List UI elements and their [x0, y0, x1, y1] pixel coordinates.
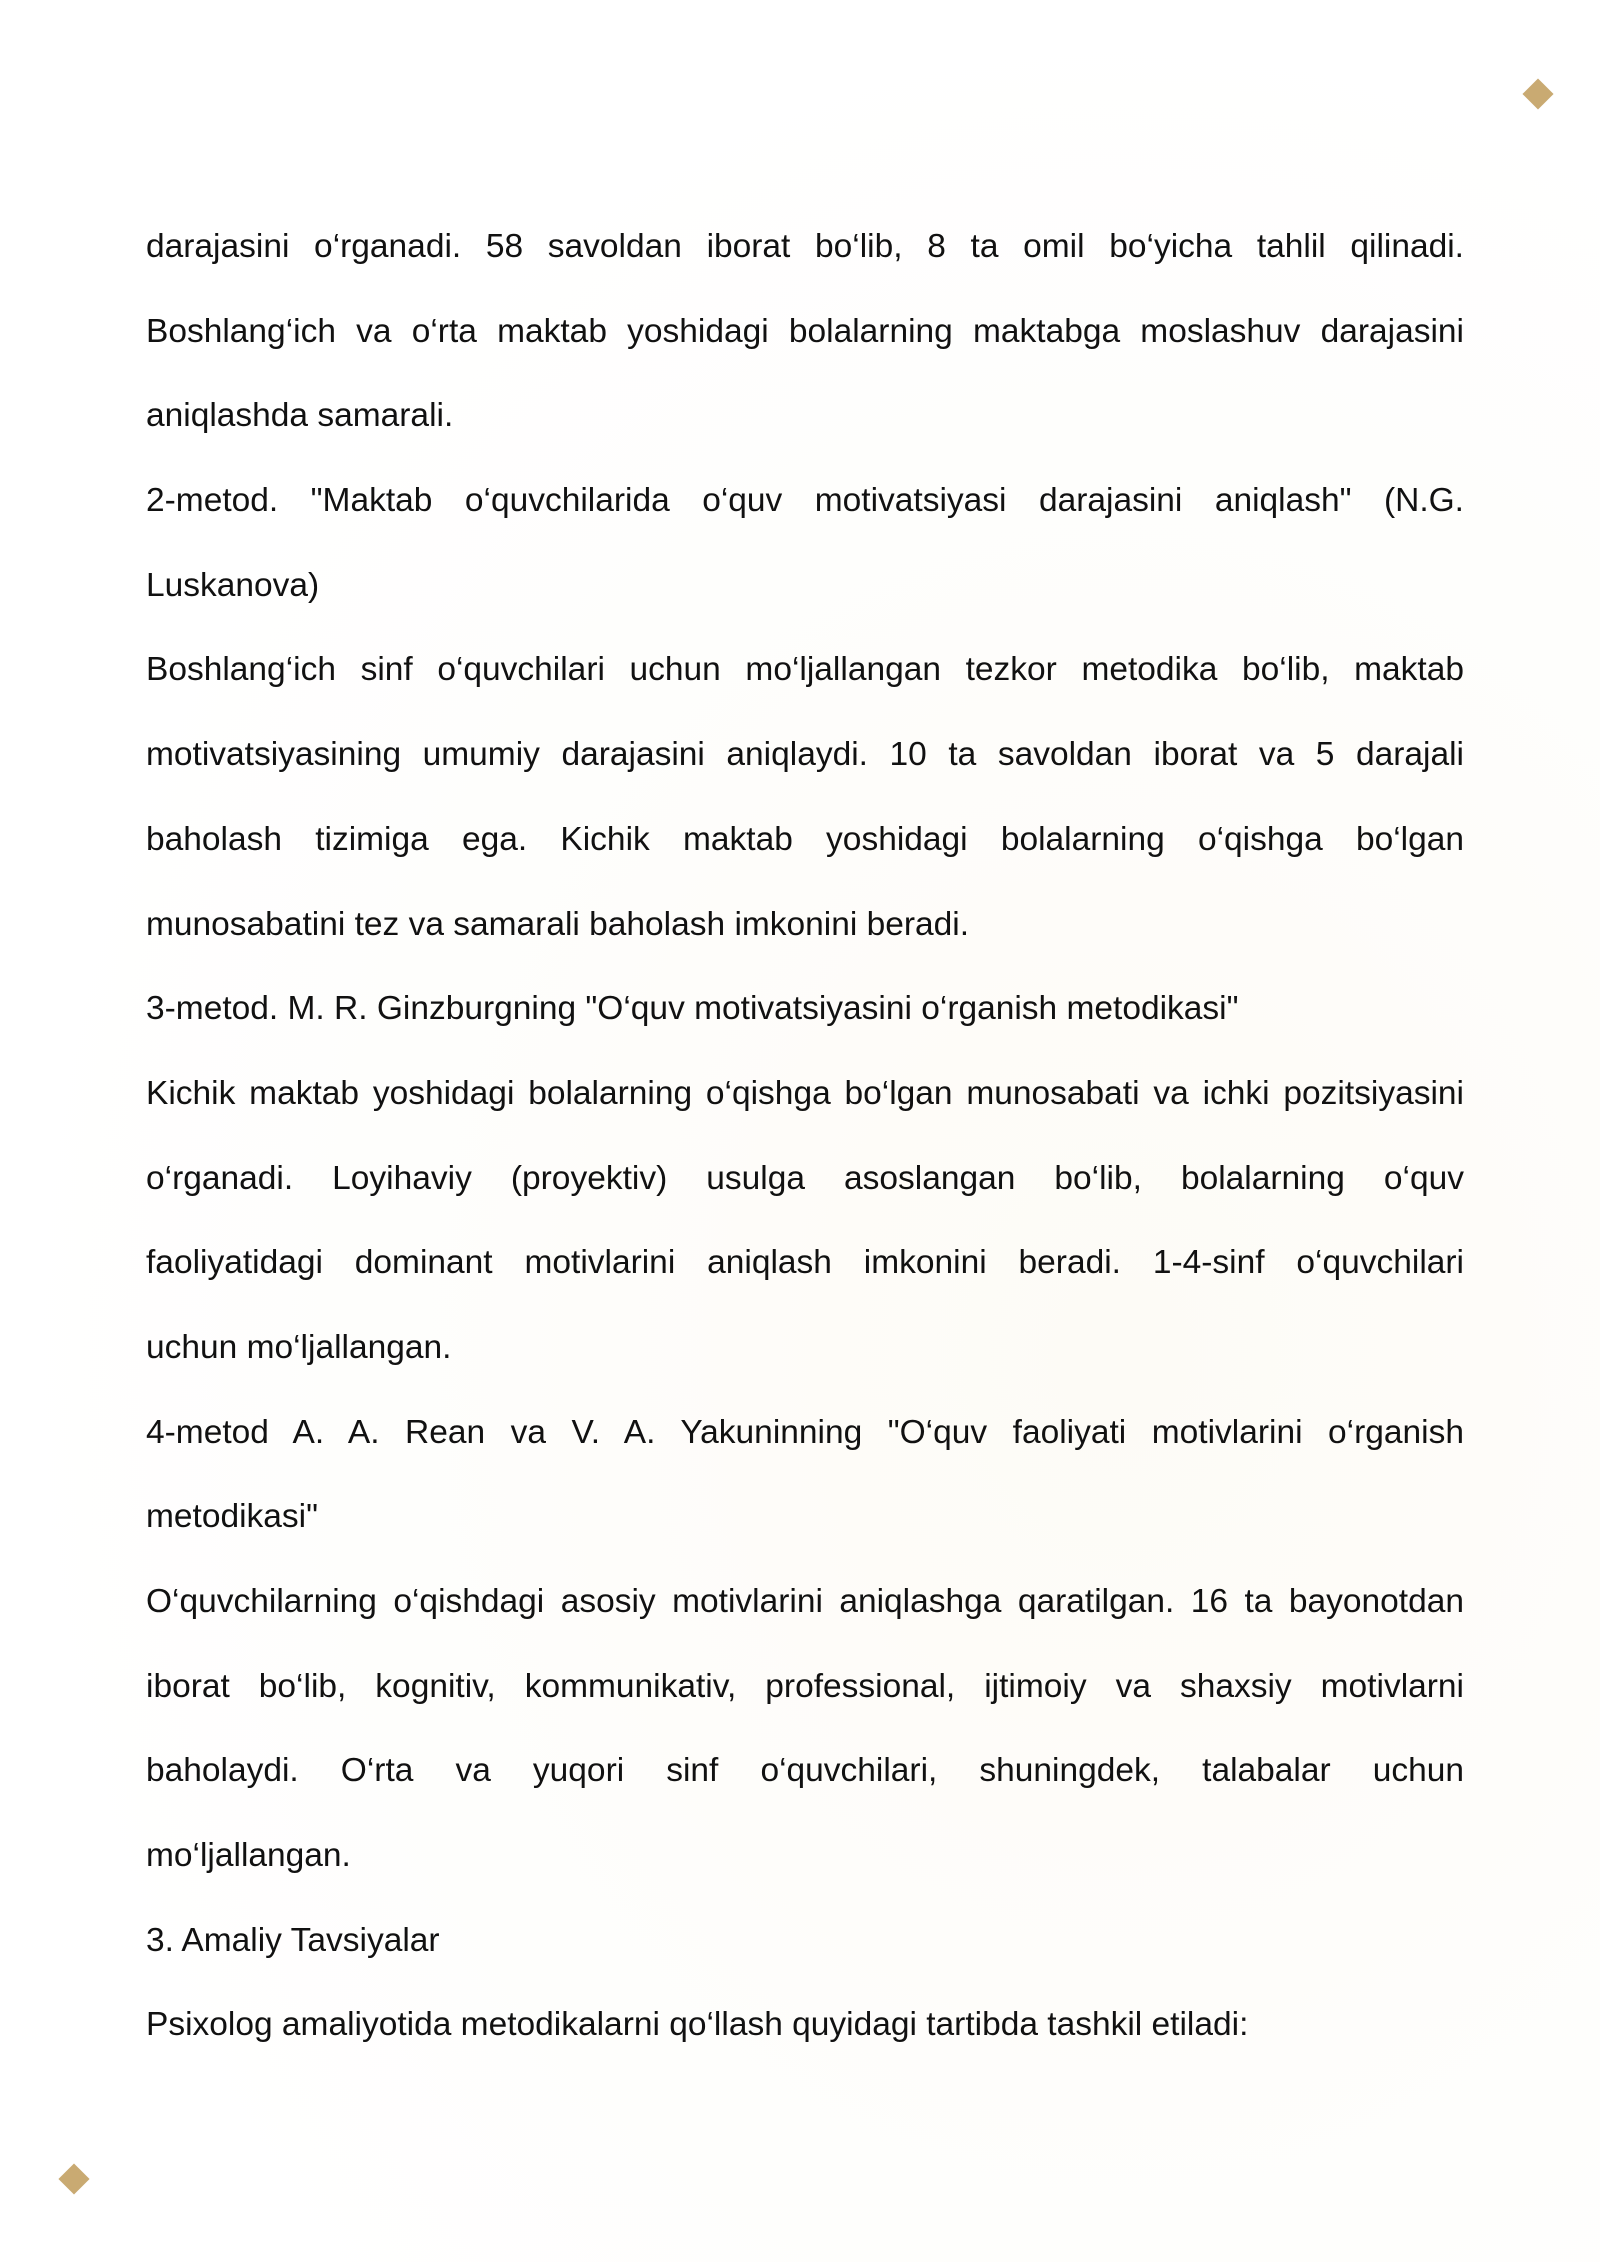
text-line: Luskanova)	[146, 566, 320, 604]
text-line: motivatsiyasining umumiy darajasini aniqlaydi. 10 ta savoldan iborat va 5 darajali	[146, 736, 1464, 774]
text-line: baholash tizimiga ega. Kichik maktab yoshidagi bolalarning o‘qishga bo‘lgan	[146, 820, 1464, 858]
text-line: Kichik maktab yoshidagi bolalarning o‘qishga bo‘lgan munosabati va ichki pozitsiyasini	[146, 1074, 1464, 1112]
text-line: 3. Amaliy Tavsiyalar	[146, 1921, 440, 1959]
text-line: uchun mo‘ljallangan.	[146, 1328, 452, 1366]
text-line: 2-metod. "Maktab o‘quvchilarida o‘quv motivatsiyasi darajasini aniqlash" (N.G.	[146, 482, 1464, 520]
text-line: 4-metod A. A. Rean va V. A. Yakuninning "O‘quv faoliyati motivlarini o‘rganish	[146, 1413, 1464, 1451]
text-line: faoliyatidagi dominant motivlarini aniqlash imkonini beradi. 1-4-sinf o‘quvchilari	[146, 1244, 1464, 1282]
text-line: 3-metod. M. R. Ginzburgning "O‘quv motivatsiyasini o‘rganish metodikasi"	[146, 990, 1239, 1028]
text-line: Psixolog amaliyotida metodikalarni qo‘llash quyidagi tartibda tashkil etiladi:	[146, 2006, 1249, 2044]
text-line: metodikasi"	[146, 1498, 319, 1536]
text-line: o‘rganadi. Loyihaviy (proyektiv) usulga asoslangan bo‘lib, bolalarning o‘quv	[146, 1159, 1464, 1197]
text-line: munosabatini tez va samarali baholash imkonini beradi.	[146, 905, 970, 943]
text-line: baholaydi. O‘rta va yuqori sinf o‘quvchilari, shuningdek, talabalar uchun	[146, 1752, 1464, 1790]
text-line: O‘quvchilarning o‘qishdagi asosiy motivlarini aniqlashga qaratilgan. 16 ta bayonotdan	[146, 1583, 1464, 1620]
diamond-icon	[1522, 78, 1553, 109]
text-line: Boshlang‘ich sinf o‘quvchilari uchun mo‘ljallangan tezkor metodika bo‘lib, maktab	[146, 651, 1464, 689]
text-line: iborat bo‘lib, kognitiv, kommunikativ, professional, ijtimoiy va shaxsiy motivlarni	[146, 1667, 1464, 1705]
text-line: mo‘ljallangan.	[146, 1837, 351, 1875]
text-line: aniqlashda samarali.	[146, 397, 454, 435]
document-body	[146, 205, 1464, 2068]
diamond-icon	[58, 2163, 89, 2194]
text-line: darajasini o‘rganadi. 58 savoldan iborat bo‘lib, 8 ta omil bo‘yicha tahlil qilinadi.	[146, 228, 1464, 265]
text-line: Boshlang‘ich va o‘rta maktab yoshidagi bolalarning maktabga moslashuv darajasini	[146, 312, 1464, 350]
